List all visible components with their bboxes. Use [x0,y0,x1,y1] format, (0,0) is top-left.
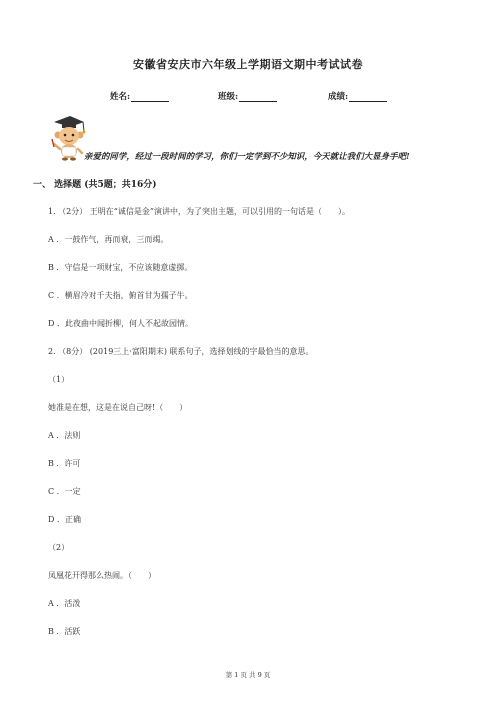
student-info-row [0,90,496,104]
q2-part-2-label: （2） [48,543,70,552]
q2-1-option-d: D ．正确 [48,515,81,524]
section-heading: 一、 选择题 (共5题；共16分) [33,180,157,190]
score-label: 成绩: [328,92,349,102]
encouragement-text: 亲爱的同学，经过一段时间的学习，你们一定学到不少知识，今天就让我们大显身手吧! [84,151,410,161]
q2-part-1-stem: 她准是在想，这是在说自己呀!（ ） [48,403,188,412]
q2-2-option-a: A ．活泼 [48,599,81,608]
name-field [110,90,169,102]
page-title: 安徽省安庆市六年级上学期语文期中考试试卷 [133,58,363,71]
mascot-icon [48,113,88,163]
question-2-stem: 2. （8分） (2019三上·富阳期末) 联系句子，选择划线的字最恰当的意思。 [48,347,314,356]
q1-option-b: B ．守信是一项财宝，不应该随意虚掷。 [48,263,193,272]
q2-part-2-stem: 凤凰花开得那么热闹。（ ） [48,571,156,580]
class-field [218,90,277,102]
page-footer: 第 1 页 共 9 页 [225,671,271,679]
q2-2-option-b: B ．活跃 [48,627,81,636]
q2-1-option-c: C ．一定 [48,487,81,496]
score-blank [349,92,387,102]
question-1-stem: 1. （2分） 王明在“诚信是金”演讲中，为了突出主题，可以引用的一句话是（ ）。 [48,207,350,216]
name-label: 姓名: [110,92,131,102]
score-field [328,90,387,102]
q1-option-a: A ．一鼓作气，再而衰，三而竭。 [48,235,169,244]
name-blank [131,92,169,102]
q2-1-option-b: B ．许可 [48,459,81,468]
class-label: 班级: [218,92,239,102]
q1-option-d: D ．此夜曲中闻折柳，何人不起故园情。 [48,319,193,328]
q1-option-c: C ．横眉冷对千夫指，俯首甘为孺子牛。 [48,291,193,300]
class-blank [239,92,277,102]
q2-1-option-a: A ．法则 [48,431,81,440]
q2-part-1-label: （1） [48,375,70,384]
